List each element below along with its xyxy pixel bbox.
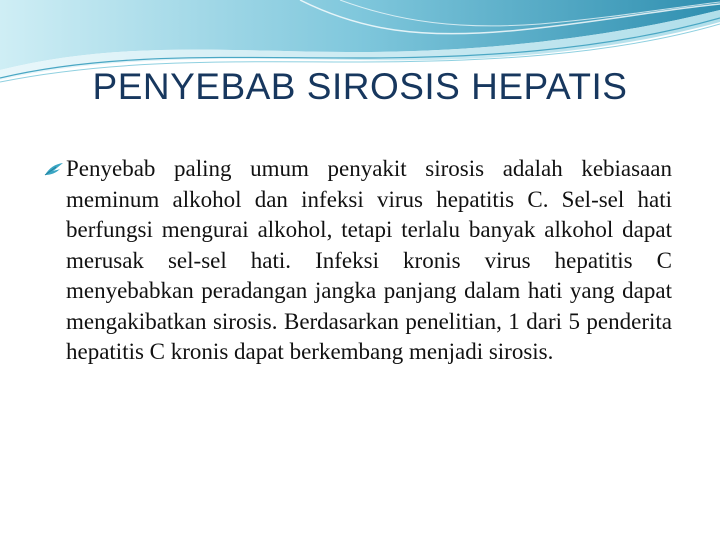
slide-title: PENYEBAB SIROSIS HEPATIS (92, 66, 628, 107)
body-paragraph: Penyebab paling umum penyakit sirosis adalah kebiasaan meminum alkohol dan infeksi virus hepatitis C. Sel-sel hati berfungsi mengurai alkohol, tetapi terlalu banyak alkohol dapat merusak sel-sel hati. Infeksi kronis virus hepatitis C menyebabkan peradangan jangka panjang dalam hati yang dapat mengakibatkan sirosis. Berdasarkan penelitian, 1 dari 5 penderita hepatitis C kronis dapat berkembang menjadi sirosis. (66, 156, 672, 364)
feather-bullet-icon (44, 162, 64, 176)
content-area (44, 154, 672, 368)
